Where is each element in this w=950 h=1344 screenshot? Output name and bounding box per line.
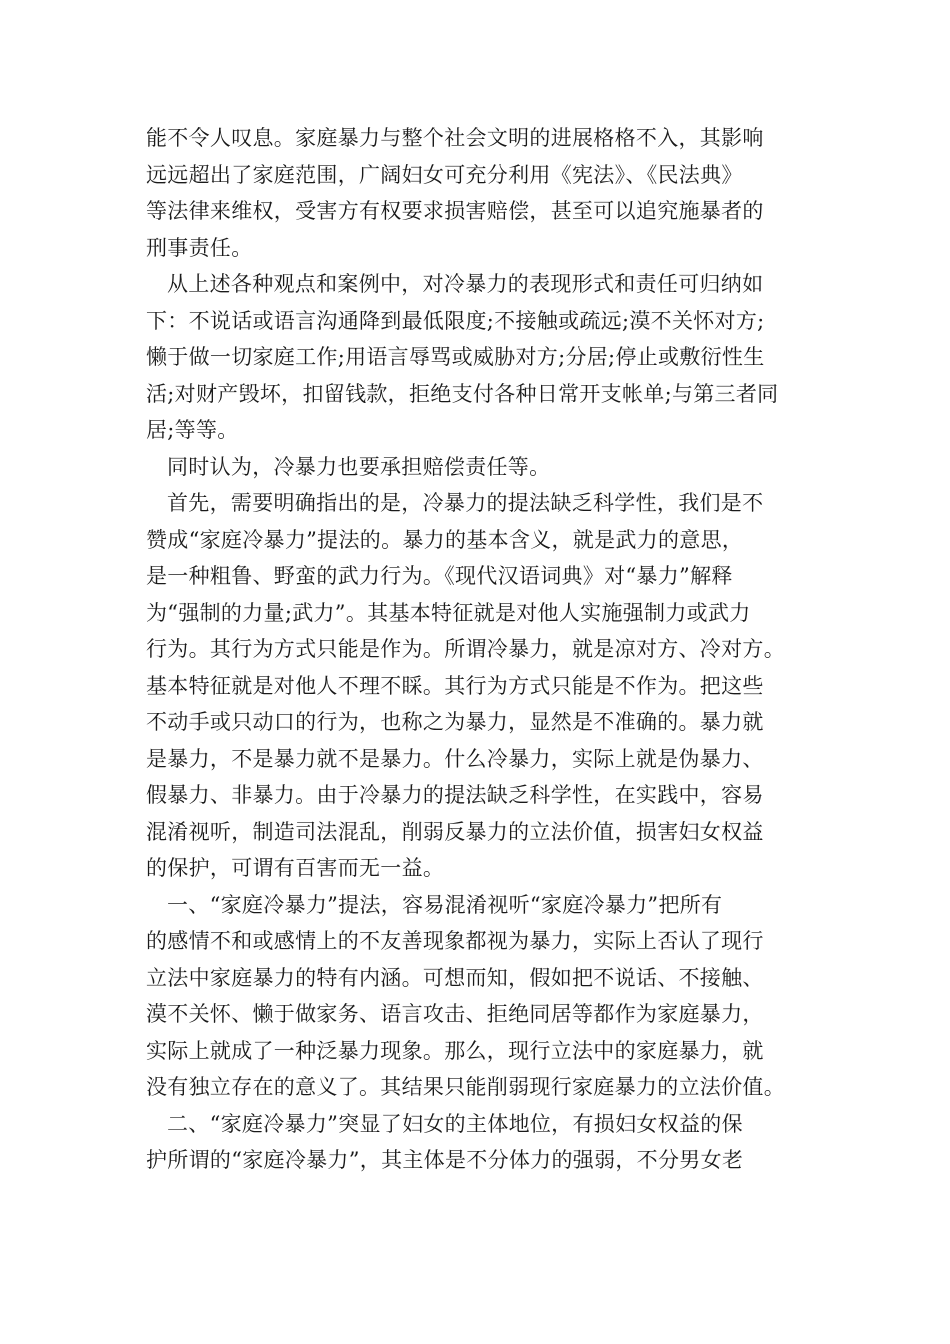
text-line: 实际上就成了一种泛暴力现象。那么，现行立法中的家庭暴力，就	[146, 1038, 764, 1063]
text-line: 首先，需要明确指出的是，冷暴力的提法缺乏科学性，我们是不	[167, 491, 764, 515]
text-line: 没有独立存在的意义了。其结果只能削弱现行家庭暴力的立法价值。	[146, 1075, 785, 1099]
text-line: 一、“家庭冷暴力”提法，容易混淆视听“家庭冷暴力”把所有	[167, 892, 723, 917]
text-line: 立法中家庭暴力的特有内涵。可想而知，假如把不说话、不接触、	[146, 965, 764, 990]
text-line: 懒于做一切家庭工作;用语言辱骂或威胁对方;分居;停止或敷衍性生	[146, 345, 765, 369]
text-line: 居;等等。	[146, 418, 239, 442]
text-line: 刑事责任。	[146, 235, 253, 260]
body-text	[146, 120, 808, 1179]
text-line: 赞成“家庭冷暴力”提法的。暴力的基本含义，就是武力的意思，	[146, 527, 744, 552]
text-line: 远远超出了家庭范围，广阔妇女可充分利用《宪法》、《民法典》	[146, 162, 743, 187]
text-line: 漠不关怀、懒于做家务、语言攻击、拒绝同居等都作为家庭暴力，	[146, 1002, 764, 1026]
text-line: 二、“家庭冷暴力”突显了妇女的主体地位，有损妇女权益的保	[167, 1111, 743, 1136]
text-line: 行为。其行为方式只能是作为。所谓冷暴力，就是凉对方、冷对方。	[146, 637, 785, 661]
text-line: 活;对财产毁坏，扣留钱款，拒绝支付各种日常开支帐单;与第三者同	[146, 381, 779, 406]
text-line: 是一种粗鲁、野蛮的武力行为。《现代汉语词典》对“暴力”解释	[146, 564, 733, 588]
text-line: 从上述各种观点和案例中，对冷暴力的表现形式和责任可归纳如	[167, 272, 764, 296]
text-line: 是暴力，不是暴力就不是暴力。什么冷暴力，实际上就是伪暴力、	[146, 746, 764, 771]
text-line: 不动手或只动口的行为，也称之为暴力，显然是不准确的。暴力就	[146, 710, 764, 734]
text-line: 护所谓的“家庭冷暴力”，其主体是不分体力的强弱，不分男女老	[146, 1148, 744, 1172]
text-line: 基本特征就是对他人不理不睬。其行为方式只能是不作为。把这些	[146, 673, 764, 698]
text-line: 同时认为，冷暴力也要承担赔偿责任等。	[167, 454, 551, 479]
text-line: 假暴力、非暴力。由于冷暴力的提法缺乏科学性，在实践中，容易	[146, 783, 764, 807]
text-line: 能不令人叹息。家庭暴力与整个社会文明的进展格格不入，其影响	[146, 126, 764, 150]
text-line: 的保护，可谓有百害而无一益。	[146, 856, 445, 880]
text-line: 等法律来维权，受害方有权要求损害赔偿，甚至可以追究施暴者的	[146, 199, 764, 223]
text-line: 混淆视听，制造司法混乱，削弱反暴力的立法价值，损害妇女权益	[146, 819, 764, 844]
text-line: 的感情不和或感情上的不友善现象都视为暴力，实际上否认了现行	[146, 929, 764, 953]
text-line: 下：不说话或语言沟通降到最低限度;不接触或疏远;漠不关怀对方;	[146, 308, 765, 333]
text-line: 为“强制的力量;武力”。其基本特征就是对他人实施强制力或武力	[146, 600, 751, 625]
